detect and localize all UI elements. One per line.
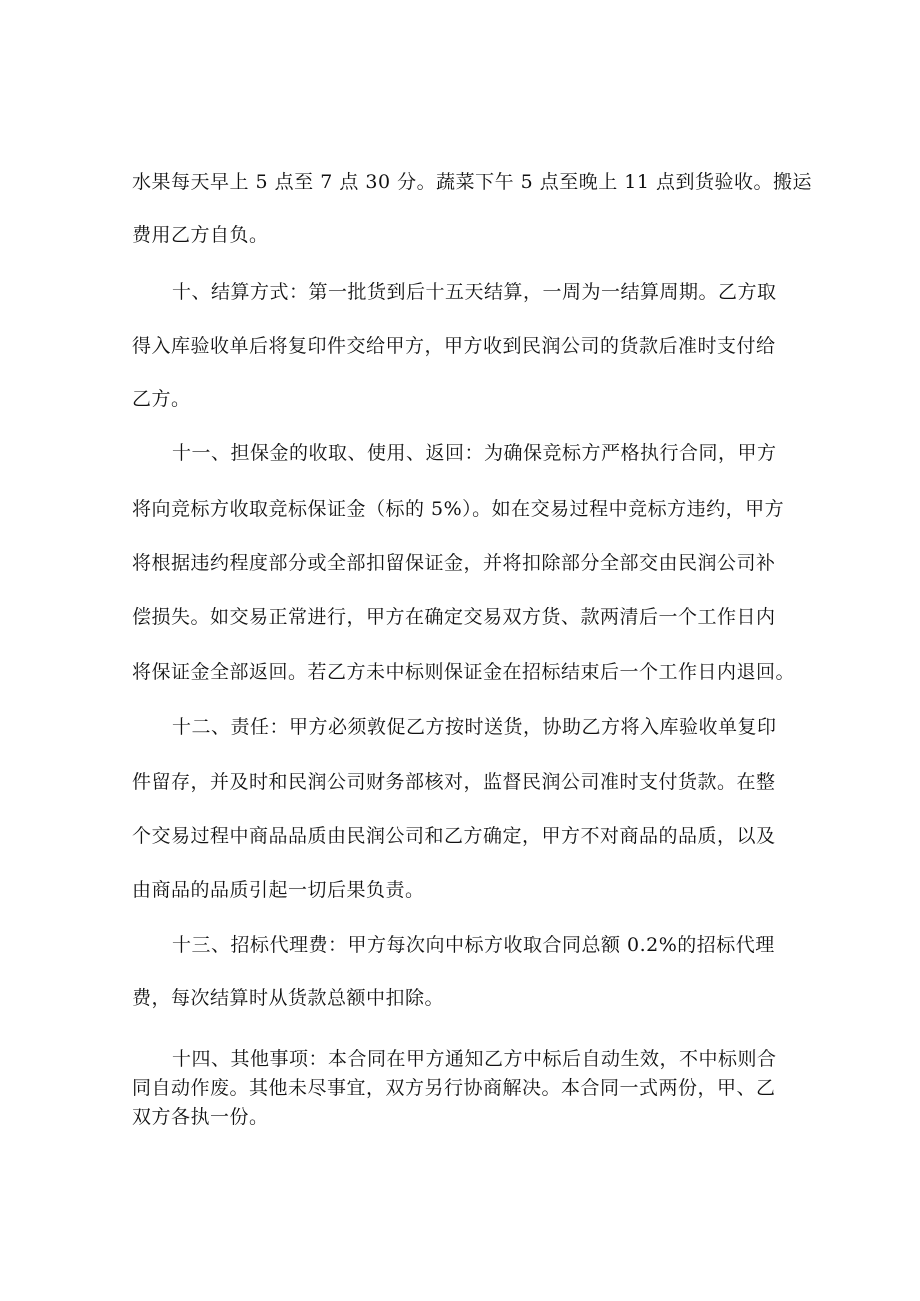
clause-11-line-3: 将根据违约程度部分或全部扣留保证金，并将扣除部分全部交由民润公司补	[132, 552, 776, 574]
clause-11-line-1: 十一、担保金的收取、使用、返回：为确保竞标方严格执行合同，甲方	[172, 442, 777, 464]
clause-13-line-2: 费，每次结算时从货款总额中扣除。	[132, 987, 445, 1009]
clause-14-line-1: 十四、其他事项：本合同在甲方通知乙方中标后自动生效，不中标则合	[172, 1048, 777, 1070]
clause-11-line-5: 将保证金全部返回。若乙方未中标则保证金在招标结束后一个工作日内退回。	[132, 661, 796, 683]
clause-14-line-3: 双方各执一份。	[132, 1106, 269, 1128]
clause-12-line-1: 十二、责任：甲方必须敦促乙方按时送货，协助乙方将入库验收单复印	[172, 716, 777, 738]
clause-12-line-3: 个交易过程中商品品质由民润公司和乙方确定，甲方不对商品的品质，以及	[132, 825, 776, 847]
clause-12-line-2: 件留存，并及时和民润公司财务部核对，监督民润公司准时支付货款。在整	[132, 771, 776, 793]
paragraph-continuation-line-2: 费用乙方自负。	[132, 224, 269, 246]
clause-10-line-2: 得入库验收单后将复印件交给甲方，甲方收到民润公司的货款后准时支付给	[132, 335, 776, 357]
clause-11-line-2: 将向竞标方收取竞标保证金（标的 5%）。如在交易过程中竞标方违约，甲方	[132, 498, 785, 520]
clause-10-line-1: 十、结算方式：第一批货到后十五天结算，一周为一结算周期。乙方取	[172, 281, 777, 303]
clause-12-line-4: 由商品的品质引起一切后果负责。	[132, 879, 425, 901]
clause-13-line-1: 十三、招标代理费：甲方每次向中标方收取合同总额 0.2%的招标代理	[172, 934, 775, 956]
clause-11-line-4: 偿损失。如交易正常进行，甲方在确定交易双方货、款两清后一个工作日内	[132, 606, 776, 628]
paragraph-continuation-line-1: 水果每天早上 5 点至 7 点 30 分。蔬菜下午 5 点至晚上 11 点到货验收。搬运	[132, 171, 813, 193]
clause-14-line-2: 同自动作废。其他未尽事宜，双方另行协商解决。本合同一式两份，甲、乙	[132, 1077, 776, 1099]
clause-10-line-3: 乙方。	[132, 388, 191, 410]
